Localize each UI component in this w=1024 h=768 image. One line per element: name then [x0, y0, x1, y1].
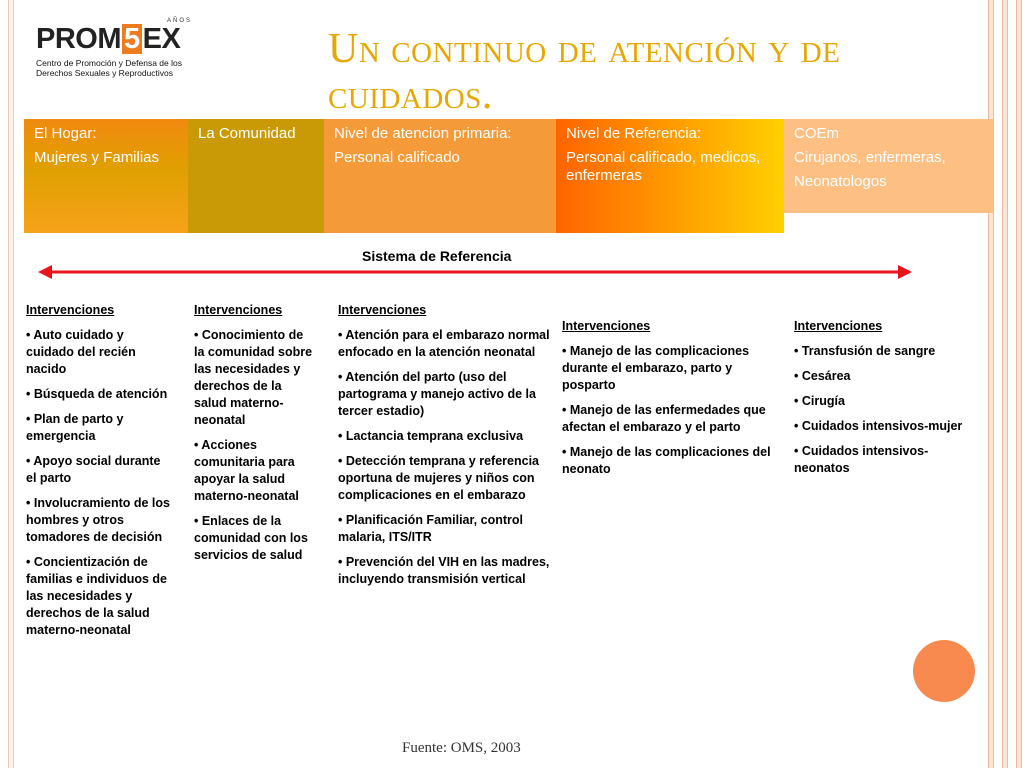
intervention-item: • Involucramiento de los hombres y otros tomadores de decisión	[26, 496, 170, 544]
header-box-referencia	[556, 119, 784, 233]
intervention-item: • Concientización de familias e individuos de las necesidades y derechos de la salud materno-neonatal	[26, 555, 168, 637]
decorative-circle	[913, 640, 975, 702]
intervention-item: • Detección temprana y referencia oportuna de mujeres y niños con complicaciones en el embarazo	[338, 454, 539, 502]
column-heading: Intervenciones	[338, 303, 427, 317]
source-citation: Fuente: OMS, 2003	[402, 740, 521, 756]
header-box-primaria	[324, 119, 556, 233]
header-hogar-line2: Mujeres y Familias	[34, 149, 160, 166]
sistema-referencia-label: Sistema de Referencia	[362, 248, 512, 264]
column-primaria	[338, 302, 554, 596]
header-comunidad-line1: La Comunidad	[198, 125, 296, 142]
left-border-decoration	[8, 0, 14, 768]
intervention-item: • Acciones comunitaria para apoyar la salud materno-neonatal	[194, 438, 299, 503]
header-primaria-line1: Nivel de atencion primaria:	[334, 125, 512, 142]
intervention-item: • Plan de parto y emergencia	[26, 412, 124, 443]
column-coem	[794, 318, 970, 485]
intervention-item: • Planificación Familiar, control malaria, ITS/ITR	[338, 513, 523, 544]
intervention-item: • Enlaces de la comunidad con los servicios de salud	[194, 514, 308, 562]
intervention-item: • Cesárea	[794, 369, 851, 383]
header-box-hogar	[24, 119, 188, 233]
column-heading: Intervenciones	[194, 303, 283, 317]
intervention-item: • Manejo de las enfermedades que afectan el embarazo y el parto	[562, 403, 766, 434]
header-box-comunidad	[188, 119, 324, 233]
intervention-item: • Auto cuidado y cuidado del recién nacido	[26, 328, 136, 376]
intervention-item: • Búsqueda de atención	[26, 387, 168, 401]
intervention-item: • Manejo de las complicaciones del neonato	[562, 445, 771, 476]
intervention-item: • Cirugía	[794, 394, 845, 408]
column-heading: Intervenciones	[26, 303, 115, 317]
column-hogar	[26, 302, 172, 647]
intervention-item: • Atención del parto (uso del partograma y manejo activo de la tercer estadio)	[338, 370, 536, 418]
intervention-item: • Cuidados intensivos-mujer	[794, 419, 963, 433]
logo-subtitle: Centro de Promoción y Defensa de los Derechos Sexuales y Reproductivos	[36, 58, 182, 78]
column-heading: Intervenciones	[794, 319, 883, 333]
header-referencia-line1: Nivel de Referencia:	[566, 125, 702, 142]
header-referencia-line2: Personal calificado, medicos, enfermeras	[566, 149, 761, 184]
header-coem-line2: Cirujanos, enfermeras,	[794, 149, 946, 166]
header-coem-line1: COEm	[794, 125, 839, 142]
promsex-logo	[36, 14, 206, 84]
header-hogar-line1: El Hogar:	[34, 125, 97, 142]
header-box-coem	[784, 119, 994, 213]
column-comunidad	[194, 302, 316, 572]
intervention-item: • Atención para el embarazo normal enfocado en la atención neonatal	[338, 328, 550, 359]
intervention-item: • Lactancia temprana exclusiva	[338, 429, 524, 443]
intervention-item: • Prevención del VIH en las madres, incluyendo transmisión vertical	[338, 555, 550, 586]
slide-title: Un continuo de atención y de cuidados.	[328, 26, 841, 118]
intervention-item: • Apoyo social durante el parto	[26, 454, 161, 485]
double-arrow-icon	[38, 262, 912, 282]
column-heading: Intervenciones	[562, 319, 651, 333]
intervention-item: • Transfusión de sangre	[794, 344, 936, 358]
right-stripes-decoration	[984, 0, 1024, 768]
intervention-item: • Conocimiento de la comunidad sobre las necesidades y derechos de la salud materno-neonatal	[194, 328, 313, 427]
column-referencia	[562, 318, 774, 486]
intervention-item: • Manejo de las complicaciones durante el embarazo, parto y posparto	[562, 344, 750, 392]
header-coem-line3: Neonatologos	[794, 173, 887, 190]
intervention-item: • Cuidados intensivos-neonatos	[794, 444, 929, 475]
logo-brand: PROM 5 EX	[36, 23, 181, 55]
logo-anos: AÑOS	[167, 18, 193, 24]
header-primaria-line2: Personal calificado	[334, 149, 460, 166]
